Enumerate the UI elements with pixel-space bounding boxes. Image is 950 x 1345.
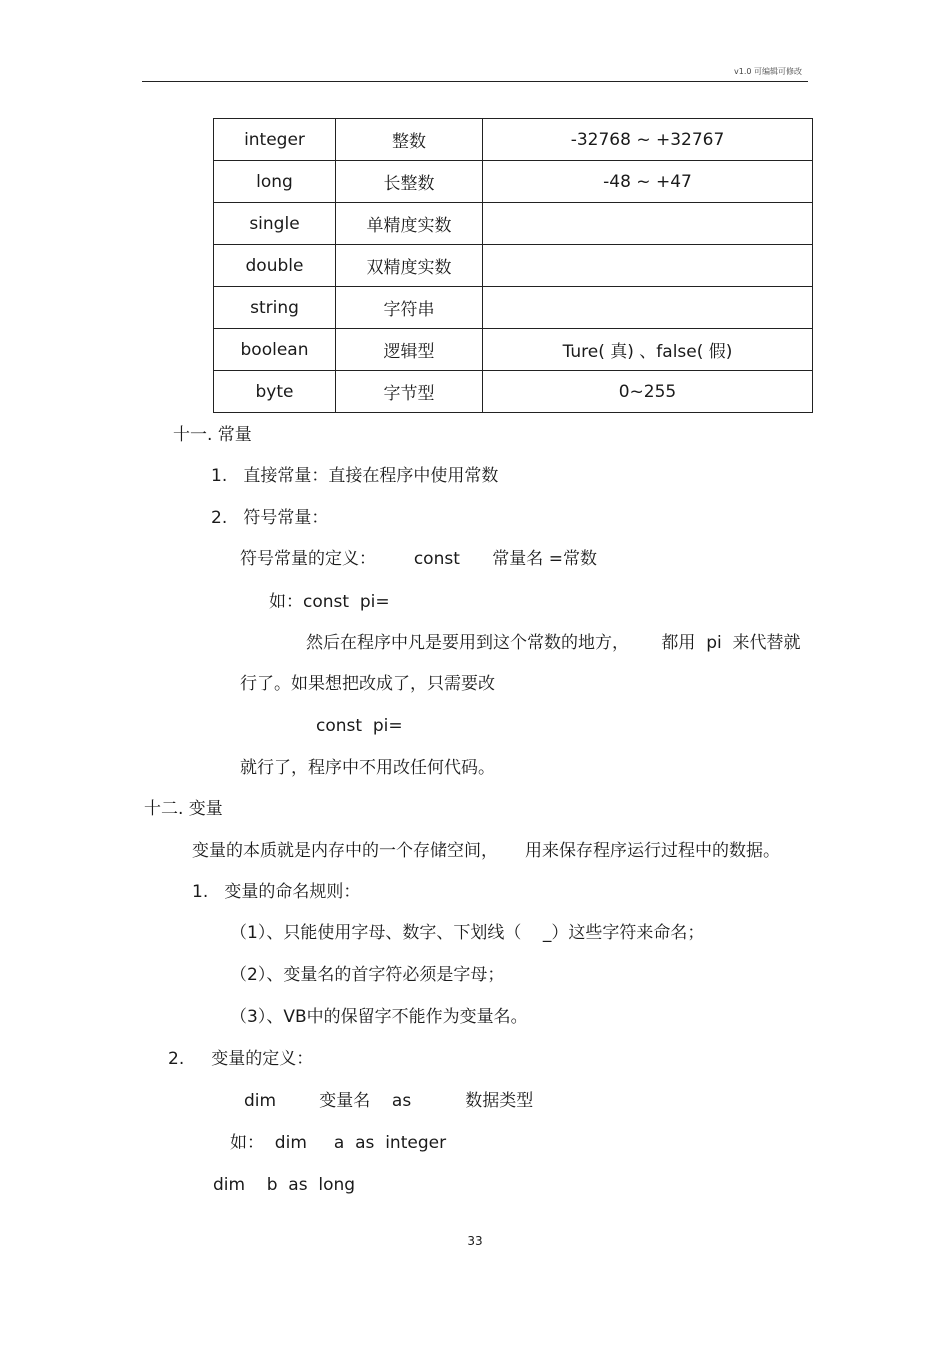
type-range-cell	[483, 245, 813, 287]
constant-example: 如：const pi=	[269, 592, 390, 612]
table-row	[214, 287, 813, 329]
paragraph: 就行了，程序中不用改任何代码。	[240, 758, 495, 778]
type-desc-cell: 整数	[336, 119, 483, 161]
code-line: const pi=	[316, 716, 403, 736]
type-desc-cell: 单精度实数	[336, 203, 483, 245]
type-name-cell: string	[214, 287, 336, 329]
rule-item: （1）、只能使用字母、数字、下划线（ _）这些字符来命名；	[230, 923, 705, 943]
type-name-cell: integer	[214, 119, 336, 161]
type-desc-cell: 逻辑型	[336, 329, 483, 371]
type-name-cell: double	[214, 245, 336, 287]
type-range-cell: -48 ~ +47	[483, 161, 813, 203]
type-range-cell: -32768 ~ +32767	[483, 119, 813, 161]
list-item: 1. 直接常量：直接在程序中使用常数	[211, 466, 499, 486]
type-range-cell	[483, 203, 813, 245]
rule-item: （3）、VB中的保留字不能作为变量名。	[230, 1007, 528, 1027]
variable-example: 如： dim a as integer	[230, 1133, 447, 1153]
type-range-cell: Ture( 真) 、false( 假)	[483, 329, 813, 371]
list-item: 1. 变量的命名规则：	[192, 882, 361, 902]
type-name-cell: single	[214, 203, 336, 245]
rule-item: （2）、变量名的首字符必须是字母；	[230, 965, 505, 985]
constant-definition: 符号常量的定义： const 常量名 =常数	[240, 549, 597, 569]
header-rule	[142, 81, 808, 82]
paragraph: 然后在程序中凡是要用到这个常数的地方， 都用 pi 来代替就	[306, 633, 801, 653]
table-row	[214, 245, 813, 287]
table-row	[214, 119, 813, 161]
section-11-title: 十一. 常量	[173, 425, 252, 445]
type-name-cell: long	[214, 161, 336, 203]
type-desc-cell: 字节型	[336, 371, 483, 413]
table-row	[214, 203, 813, 245]
table-row	[214, 161, 813, 203]
type-range-cell	[483, 287, 813, 329]
list-item: 2. 变量的定义：	[168, 1049, 314, 1069]
section-12-title: 十二. 变量	[144, 799, 223, 819]
header-version-note: v1.0 可编辑可修改	[734, 67, 802, 76]
paragraph: 变量的本质就是内存中的一个存储空间， 用来保存程序运行过程中的数据。	[192, 841, 781, 861]
data-types-table	[213, 118, 813, 413]
type-desc-cell: 双精度实数	[336, 245, 483, 287]
page-number: 33	[467, 1234, 483, 1248]
list-item: 2. 符号常量：	[211, 508, 329, 528]
table-row	[214, 329, 813, 371]
type-name-cell: byte	[214, 371, 336, 413]
type-desc-cell: 长整数	[336, 161, 483, 203]
type-name-cell: boolean	[214, 329, 336, 371]
variable-example: dim b as long	[213, 1175, 356, 1195]
variable-syntax: dim 变量名 as 数据类型	[244, 1091, 534, 1111]
paragraph: 行了。如果想把改成了，只需要改	[240, 674, 495, 694]
table-row	[214, 371, 813, 413]
type-desc-cell: 字符串	[336, 287, 483, 329]
type-range-cell: 0~255	[483, 371, 813, 413]
